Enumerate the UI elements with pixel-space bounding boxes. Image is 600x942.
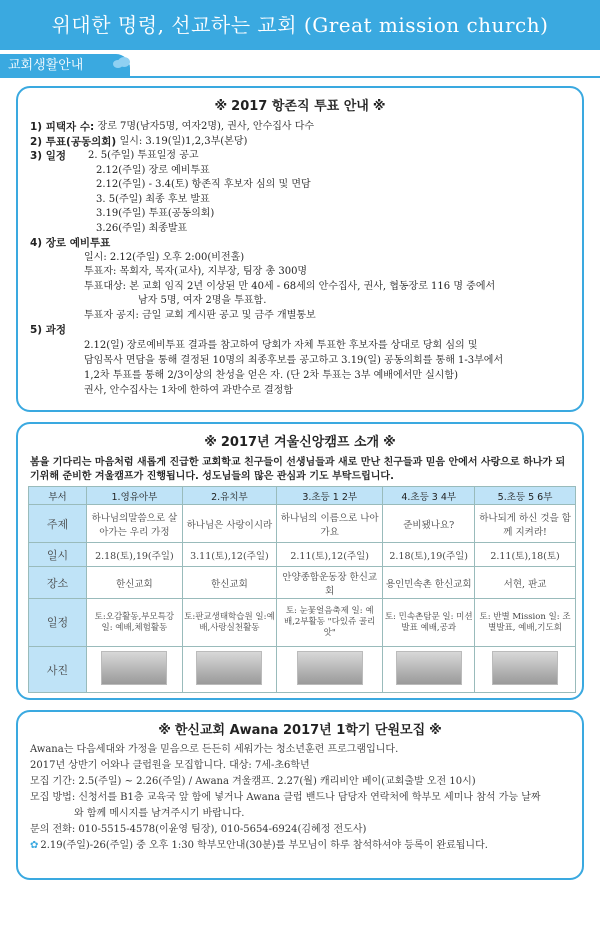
photo-cell <box>182 647 276 693</box>
awana-body <box>18 738 582 854</box>
row-label: 주제 <box>29 505 87 543</box>
section-label-bar <box>0 54 600 78</box>
banner-title: 위대한 명령, 선교하는 교회 (Great mission church) <box>51 13 549 37</box>
photo-cell <box>277 647 383 693</box>
table-cell: 2.18(토),19(주일) <box>87 543 183 567</box>
row-label: 일시 <box>29 543 87 567</box>
process-line: 1,2차 투표를 통해 2/3이상의 찬성을 얻은 자. (단 2차 투표는 3부 예배에서만 실시함) <box>84 369 458 381</box>
table-cell: 준비됐나요? <box>383 505 475 543</box>
schedule-line: 3.26(주일) 최종발표 <box>96 222 188 234</box>
vote-body <box>18 114 582 398</box>
camp-intro: 봄을 기다리는 마음처럼 새롭게 진급한 교회학교 친구들이 선생님들과 새로 만난 친구들과 믿음 안에서 사랑으로 하나가 되기위해 준비한 겨울캠프가 진행됩니다. 성도님들의 많은 관심과 기도 부탁드립니다. <box>30 457 566 482</box>
process-line: 담임목사 면담을 통해 결정된 10명의 최종후보를 공고하고 3.19(일) 공동의회를 통해 1-3부에서 <box>84 354 504 366</box>
table-cell: 용인민속촌 한신교회 <box>383 567 475 599</box>
camp-photo <box>297 651 363 685</box>
table-cell: 2.11(토),18(토) <box>475 543 576 567</box>
row-label: 장소 <box>29 567 87 599</box>
schedule-line: 2.12(주일) - 3.4(토) 항존직 후보자 심의 및 면담 <box>96 179 311 190</box>
awana-title: ※ 한신교회 Awana 2017년 1학기 단원모집 ※ <box>158 723 442 738</box>
table-row <box>29 543 576 567</box>
process-heading: 5) 과정 <box>30 324 67 336</box>
table-row <box>29 505 576 543</box>
table-cell: 서현, 판교 <box>475 567 576 599</box>
section-label <box>0 54 130 78</box>
awana-box <box>16 710 584 880</box>
prevote-line: 남자 5명, 여자 2명을 투표함. <box>138 295 267 306</box>
camp-box <box>16 422 584 700</box>
schedule-line: 2.12(주일) 장로 예비투표 <box>96 164 210 176</box>
prevote-line: 투표자 공지: 금일 교회 게시판 공고 및 금주 개별통보 <box>84 309 316 321</box>
table-cell: 토: 눈꽃얼음축제 일: 예배,2부활동 "다있쥬 골리앗" <box>277 599 383 647</box>
table-cell: 하나님은 사랑이시라 <box>182 505 276 543</box>
camp-photo <box>492 651 558 685</box>
section-label-text: 교회생활안내 <box>8 58 84 73</box>
column-header: 2.유치부 <box>182 487 276 505</box>
table-cell: 2.11(토),12(주일) <box>277 543 383 567</box>
photo-cell <box>475 647 576 693</box>
camp-title: ※ 2017년 겨울신앙캠프 소개 ※ <box>204 435 396 450</box>
column-header: 3.초등 1 2부 <box>277 487 383 505</box>
column-header: 1.영유아부 <box>87 487 183 505</box>
table-header-row <box>29 487 576 505</box>
table-row <box>29 567 576 599</box>
vote-item: 1) 피택자 수: 장로 7명(남자5명, 여자2명), 권사, 안수집사 다수 <box>30 121 315 133</box>
prevote-line: 일시: 2.12(주일) 오후 2:00(비전홀) <box>84 251 245 263</box>
prevote-line: 투표대상: 본 교회 임직 2년 이상된 만 40세 - 68세의 안수집사, 권사, 협동장로 116 명 중에서 <box>84 280 496 292</box>
table-cell: 토: 민속촌탐문 일: 미션발표 예배,공과 <box>383 599 475 647</box>
table-cell: 하나님의 이름으로 나아가요 <box>277 505 383 543</box>
prevote-heading: 4) 장로 예비투표 <box>30 237 111 249</box>
photo-cell <box>87 647 183 693</box>
row-label: 일정 <box>29 599 87 647</box>
camp-photo <box>101 651 167 685</box>
table-cell: 안양종합운동장 한신교회 <box>277 567 383 599</box>
schedule-line: 3. 5(주일) 최종 후보 발표 <box>96 193 210 205</box>
table-row <box>29 599 576 647</box>
flower-icon: ✿ <box>30 840 39 851</box>
camp-table <box>28 486 576 693</box>
table-cell: 한신교회 <box>87 567 183 599</box>
column-header: 5.초등 5 6부 <box>475 487 576 505</box>
awana-line: 모집 방법: 신청서를 B1층 교육국 앞 함에 넣거나 Awana 클럽 밴드나 담당자 연락처에 학부모 세미나 참석 가능 날짜 <box>30 792 541 803</box>
awana-line: 2017년 상반기 어와나 클럽원을 모집합니다. 대상: 7세-초6학년 <box>30 760 310 771</box>
prevote-line: 투표자: 목회자, 목자(교사), 지부장, 팀장 총 300명 <box>84 266 308 277</box>
table-cell: 2.18(토),19(주일) <box>383 543 475 567</box>
camp-photo <box>196 651 262 685</box>
photo-cell <box>383 647 475 693</box>
table-cell: 토:오감활동,부모특강 일: 예배,체험활동 <box>87 599 183 647</box>
process-line: 2.12(일) 장로예비투표 결과를 참고하여 당회가 자체 투표한 후보자를 상대로 당회 심의 및 <box>84 339 478 351</box>
table-row <box>29 647 576 693</box>
awana-note: ✿ 2.19(주일)-26(주일) 중 오후 1:30 학부모안내(30분)를 부모님이 하루 참석하셔야 등록이 완료됩니다. <box>30 840 488 851</box>
table-cell: 토:판교생태학습원 일:예배,사랑실천활동 <box>182 599 276 647</box>
column-header: 4.초등 3 4부 <box>383 487 475 505</box>
schedule-row: 3) 일정 2. 5(주일) 투표일정 공고 <box>30 150 199 162</box>
vote-title: ※ 2017 항존직 투표 안내 ※ <box>214 99 386 114</box>
table-cell: 하나되게 하신 것을 함께 지켜라! <box>475 505 576 543</box>
vote-notice-box <box>16 86 584 412</box>
table-cell: 하나님의말씀으로 살아가는 우리 가정 <box>87 505 183 543</box>
awana-line: 모집 기간: 2.5(주일) ~ 2.26(주일) / Awana 겨울캠프. 2.27(월) 캐리비안 베이(교회출발 오전 10시) <box>30 776 476 787</box>
vote-item: 2) 투표(공동의회) 일시: 3.19(일)1,2,3부(본당) <box>30 135 248 148</box>
cloud-icon <box>112 57 132 69</box>
awana-line: 와 함께 메시지를 남겨주시기 바랍니다. <box>74 808 245 819</box>
table-cell: 3.11(토),12(주일) <box>182 543 276 567</box>
camp-photo <box>396 651 462 685</box>
schedule-line: 3.19(주일) 투표(공동의회) <box>96 208 215 219</box>
awana-line: Awana는 다음세대와 가정을 믿음으로 든든히 세워가는 청소년훈련 프로그램입니다. <box>30 744 399 755</box>
column-header: 부서 <box>29 487 87 505</box>
table-cell: 한신교회 <box>182 567 276 599</box>
row-label: 사진 <box>29 647 87 693</box>
awana-line: 문의 전화: 010-5515-4578(이윤영 팀장), 010-5654-6924(김혜정 전도사) <box>30 824 367 835</box>
page-banner <box>0 0 600 50</box>
process-line: 권사, 안수집사는 1차에 한하여 과반수로 결정함 <box>84 384 293 396</box>
table-cell: 토: 반별 Mission 일: 조별발표, 예배,기도회 <box>475 599 576 647</box>
